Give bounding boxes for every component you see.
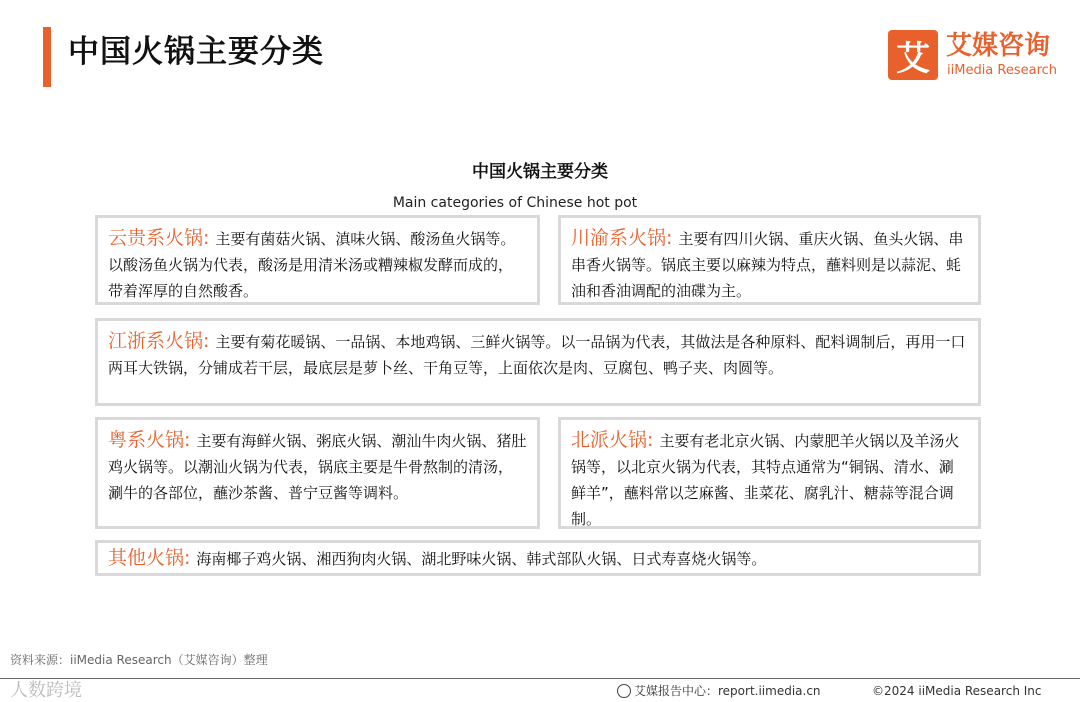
category-label: 其他火锅: [108, 547, 191, 569]
category-box-chuanyu [558, 215, 981, 305]
watermark: 人数跨境 [10, 680, 82, 701]
logo-name-en: iiMedia Research [947, 63, 1058, 78]
globe-icon [617, 684, 631, 698]
category-text: 主要有海鲜火锅、粥底火锅、潮汕牛肉火锅、猪肚鸡火锅等。以潮汕火锅为代表，锅底主要是牛骨熬制的清汤，涮牛的各部位，蘸沙茶酱、普宁豆酱等调料。 [108, 432, 527, 502]
logo-mark-icon: 艾 [888, 30, 938, 80]
category-text: 海南椰子鸡火锅、湘西狗肉火锅、湖北野味火锅、韩式部队火锅、日式寿喜烧火锅等。 [196, 550, 767, 568]
page-title: 中国火锅主要分类 [68, 34, 324, 70]
category-box-yungui [95, 215, 540, 305]
title-accent-bar [43, 27, 51, 87]
category-text: 主要有菌菇火锅、滇味火锅、酸汤鱼火锅等。以酸汤鱼火锅为代表，酸汤是用清米汤或糟辣椒发酵而成的，带着浑厚的自然酸香。 [108, 230, 516, 300]
footer-site[interactable] [617, 682, 821, 700]
category-label: 云贵系火锅: [108, 227, 210, 249]
category-box-jiangzhe [95, 318, 981, 406]
category-text: 主要有四川火锅、重庆火锅、鱼头火锅、串串香火锅等。锅底主要以麻辣为特点，蘸料则是以蒜泥、蚝油和香油调配的油碟为主。 [571, 230, 964, 300]
iimedia-logo [888, 30, 1060, 82]
footer [0, 680, 1080, 702]
category-label: 北派火锅: [571, 429, 654, 451]
footer-copyright: ©2024 iiMedia Research Inc [872, 684, 1042, 698]
figure-subtitle: Main categories of Chinese hot pot [392, 195, 638, 211]
footer-site-text: 艾媒报告中心：report.iimedia.cn [634, 684, 821, 698]
category-box-beipai [558, 417, 981, 529]
category-label: 川渝系火锅: [571, 227, 673, 249]
source-note: 资料来源：iiMedia Research（艾媒咨询）整理 [10, 653, 268, 667]
footer-divider [0, 678, 1080, 679]
category-box-other [95, 540, 981, 576]
logo-name-cn: 艾媒咨询 [946, 31, 1051, 61]
category-text: 主要有菊花暖锅、一品锅、本地鸡锅、三鲜火锅等。以一品锅为代表，其做法是各种原料、配料调制后，再用一口两耳大铁锅，分铺成若干层，最底层是萝卜丝、干角豆等，上面依次是肉、豆腐包、鸭子夹、肉圆等。 [108, 333, 966, 377]
category-box-yue [95, 417, 540, 529]
category-text: 主要有老北京火锅、内蒙肥羊火锅以及羊汤火锅等，以北京火锅为代表，其特点通常为“铜锅、清水、涮鲜羊”，蘸料常以芝麻酱、韭菜花、腐乳汁、糖蒜等混合调制。 [571, 432, 960, 528]
category-label: 粤系火锅: [108, 429, 191, 451]
figure-title: 中国火锅主要分类 [472, 162, 608, 182]
category-label: 江浙系火锅: [108, 330, 210, 352]
